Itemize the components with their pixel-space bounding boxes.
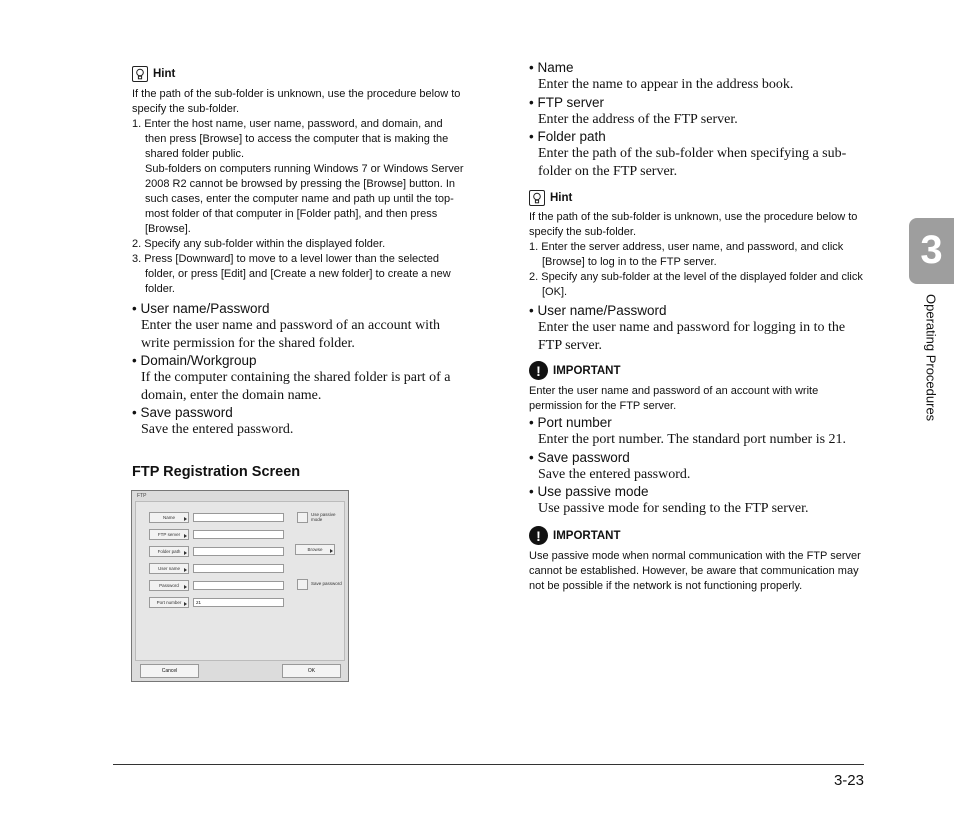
cancel-button[interactable]: Cancel — [140, 664, 199, 678]
hint-heading — [132, 66, 467, 82]
chapter-number: 3 — [920, 228, 943, 272]
left-items — [132, 300, 472, 439]
chapter-label: Operating Procedures — [923, 294, 939, 422]
item-label: • Save password — [529, 449, 630, 465]
lightbulb-icon — [132, 66, 148, 82]
right-items-bottom — [529, 414, 869, 518]
item-label: • Port number — [529, 415, 612, 430]
user-name-field[interactable] — [193, 564, 284, 573]
save-password-checkbox[interactable] — [297, 579, 308, 590]
hint-step: 2. Specify any sub-folder at the level of the displayed folder and click [OK]. — [529, 271, 863, 298]
password-button[interactable]: Password — [149, 580, 189, 591]
item-desc: Save the entered password. — [141, 422, 294, 437]
item-desc: Use passive mode for sending to the FTP server. — [538, 501, 809, 516]
hint-title: Hint — [153, 68, 176, 80]
folder-path-field[interactable] — [193, 547, 284, 556]
item-label: • Domain/Workgroup — [132, 353, 257, 368]
hint-box-left — [132, 66, 467, 297]
hint-heading — [529, 190, 867, 206]
important-box-1 — [529, 361, 867, 414]
item-label: • FTP server — [529, 94, 604, 110]
port-number-button[interactable]: Port number — [149, 597, 189, 608]
save-password-label: Save password — [311, 581, 342, 586]
browse-button[interactable]: Browse — [295, 544, 335, 555]
item-label: • User name/Password — [132, 301, 270, 316]
hint-step: 1. Enter the host name, user name, password, and domain, and then press [Browse] to access the computer that is making the shared folder public. — [132, 118, 449, 160]
exclamation-icon: ! — [529, 361, 548, 380]
folder-path-button[interactable]: Folder path — [149, 546, 189, 557]
screen-title: FTP — [137, 493, 147, 499]
user-name-button[interactable]: User name — [149, 563, 189, 574]
password-field[interactable] — [193, 581, 284, 590]
exclamation-icon: ! — [529, 526, 548, 545]
item-label: • Folder path — [529, 129, 606, 144]
ok-button[interactable]: OK — [282, 664, 341, 678]
item-label: • Save password — [132, 405, 233, 420]
item-desc: Save the entered password. — [538, 466, 691, 482]
ftp-server-button[interactable]: FTP server — [149, 529, 189, 540]
passive-mode-label: Use passive mode — [311, 512, 336, 522]
hint-step: 3. Press [Downward] to move to a level lower than the selected folder, or press [Edit] and [Create a new folder] to create a new folder. — [132, 253, 451, 295]
important-text: Use passive mode when normal communication with the FTP server cannot be established. However, be aware that communication may not be possible if the network is not functioning properly. — [529, 550, 861, 592]
hint-intro: If the path of the sub-folder is unknown, use the procedure below to specify the sub-folder. — [132, 88, 461, 115]
hint-note: Sub-folders on computers running Windows 7 or Windows Server 2008 R2 cannot be browsed by pressing the [Browse] button. In such cases, enter the computer name and path up until the top-most folder of that computer in [Folder path], and then press [Browse]. — [145, 163, 464, 235]
item-desc: If the computer containing the shared folder is part of a domain, enter the domain name. — [141, 370, 451, 403]
item-desc: Enter the name to appear in the address book. — [538, 77, 794, 92]
chapter-tab — [909, 218, 954, 284]
hint-step: 1. Enter the server address, user name, and password, and click [Browse] to log in to the FTP server. — [529, 241, 844, 268]
right-item-user — [529, 302, 869, 354]
page-number: 3-23 — [833, 772, 864, 789]
important-box-2 — [529, 526, 867, 594]
hint-step: 2. Specify any sub-folder within the displayed folder. — [132, 238, 386, 250]
hint-title: Hint — [550, 192, 573, 204]
item-label: • User name/Password — [529, 303, 667, 318]
important-title: IMPORTANT — [553, 364, 621, 377]
item-desc: Enter the user name and password of an account with write permission for the shared folder. — [141, 318, 440, 351]
name-field[interactable] — [193, 513, 284, 522]
hint-intro: If the path of the sub-folder is unknown, use the procedure below to specify the sub-folder. — [529, 211, 858, 238]
section-title: FTP Registration Screen — [132, 464, 301, 480]
passive-mode-checkbox[interactable] — [297, 512, 308, 523]
item-desc: Enter the port number. The standard port number is 21. — [538, 432, 847, 447]
screen-panel — [135, 501, 345, 661]
lightbulb-icon — [529, 190, 545, 206]
item-desc: Enter the user name and password for logging in to the FTP server. — [538, 320, 846, 353]
important-title: IMPORTANT — [553, 529, 621, 542]
ftp-registration-screenshot — [131, 490, 349, 682]
item-label: • Use passive mode — [529, 484, 649, 499]
name-button[interactable]: Name — [149, 512, 189, 523]
item-desc: Enter the address of the FTP server. — [538, 111, 738, 127]
port-number-field[interactable]: 21 — [193, 598, 284, 607]
important-heading — [529, 526, 867, 545]
ftp-server-field[interactable] — [193, 530, 284, 539]
hint-box-right — [529, 190, 867, 300]
important-text: Enter the user name and password of an account with write permission for the FTP server. — [529, 385, 819, 412]
item-desc: Enter the path of the sub-folder when specifying a sub-folder on the FTP server. — [538, 146, 847, 179]
right-items-top — [529, 59, 869, 180]
footer-rule — [113, 764, 864, 765]
important-heading — [529, 361, 867, 380]
item-label: • Name — [529, 60, 574, 75]
